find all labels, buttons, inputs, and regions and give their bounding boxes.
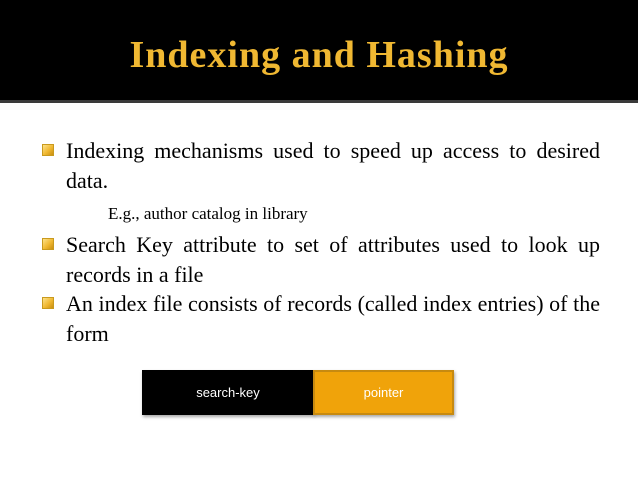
bullet-icon [42, 144, 54, 156]
slide-title: Indexing and Hashing [129, 34, 509, 76]
bullet-icon [42, 238, 54, 250]
bullet-text-index-file: An index file consists of records (called index entries) of the form [66, 291, 600, 346]
example-text: E.g., author catalog in library [108, 204, 308, 223]
bullet-text-indexing: Indexing mechanisms used to speed up access to desired data. [66, 138, 600, 193]
search-key-field: search-key [142, 370, 314, 415]
title-bar-divider [0, 100, 638, 103]
bullet-icon [42, 297, 54, 309]
bullet-text-search-key: Search Key attribute to set of attributes used to look up records in a file [66, 232, 600, 287]
pointer-field: pointer [313, 370, 454, 415]
